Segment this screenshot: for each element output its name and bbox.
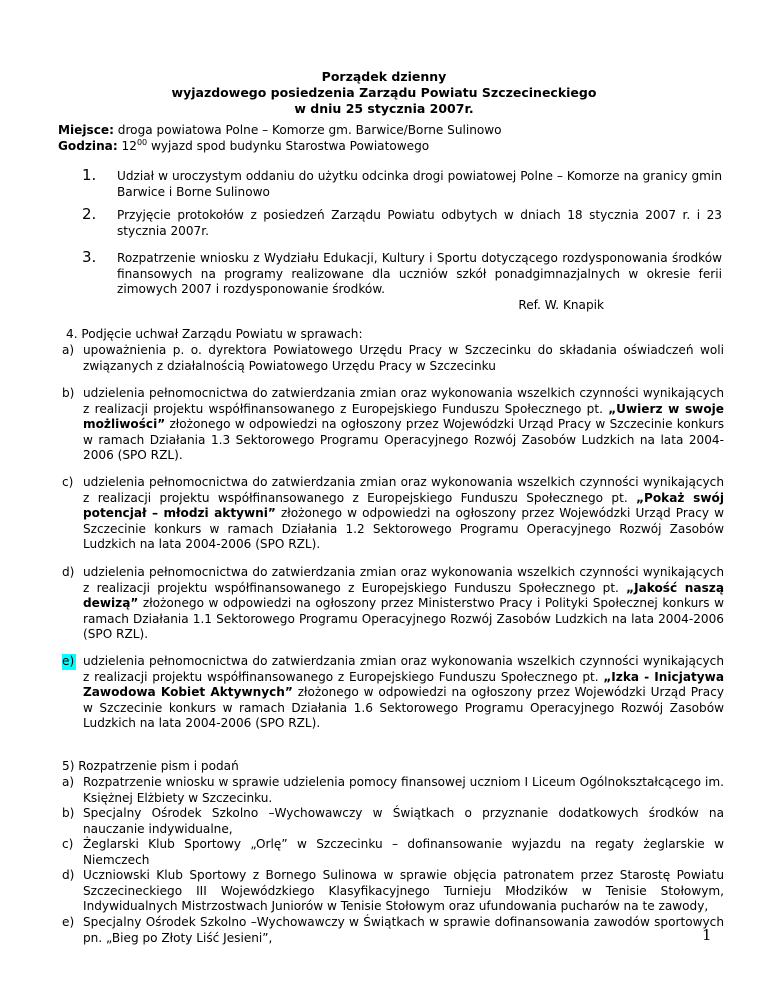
- section-5-item-e: [62, 915, 724, 946]
- agenda-item-number: 1.: [82, 166, 97, 184]
- sub-item-text-post: złożonego w odpowiedzi na ogłoszony przez Ministerstwo Pracy i Polityki Społecznej konkurs w ramach Działania 1.1 Sektorowego Programu Operacyjnego Rozwój Zasobów Ludzkich na lata 2004-2006 (SPO RZL).: [83, 596, 724, 642]
- sub-item-label: a): [62, 775, 75, 789]
- sub-item-label: b): [62, 806, 75, 820]
- section-5-item-a: [62, 775, 724, 806]
- section-5-item-b: [62, 806, 724, 837]
- section-4-title: 4. Podjęcie uchwał Zarządu Powiatu w sprawach:: [66, 327, 363, 341]
- sub-item-label: a): [62, 343, 75, 357]
- sub-item-label: e): [62, 915, 75, 929]
- section-5-title: 5) Rozpatrzenie pism i podań: [62, 759, 239, 773]
- section-4-item-c: [62, 475, 724, 553]
- project-title: „Jakość naszą dewizą”: [83, 580, 724, 611]
- place-label: Miejsce:: [58, 123, 114, 137]
- title-line-1: Porządek dzienny: [321, 69, 447, 84]
- agenda-item-number: 3.: [82, 248, 97, 266]
- sub-item-text: [83, 654, 724, 732]
- time-line: [58, 139, 738, 155]
- section-4-item-e: [62, 654, 724, 732]
- section-4-item-d: [62, 565, 724, 643]
- project-title: „Izka - Inicjatywa Zawodowa Kobiet Aktywnych”: [83, 669, 724, 700]
- section-4-item-a: [62, 343, 724, 374]
- sub-item-text-post: złożonego w odpowiedzi na ogłoszony przez Wojewódzki Urząd Pracy w Szczecinie konkurs w ramach Działania 1.6 Sektorowego Programu Operacyjnego Rozwój Zasobów Ludzkich na lata 2004-2006 (SPO RZL).: [83, 685, 725, 731]
- agenda-item-text: Udział w uroczystym oddaniu do użytku odcinka drogi powiatowej Polne – Komorze na granicy gmin Barwice i Borne Sulinowo: [117, 169, 722, 199]
- agenda-item-2: [82, 205, 722, 239]
- place-value: droga powiatowa Polne – Komorze gm. Barwice/Borne Sulinowo: [117, 123, 502, 137]
- agenda-item-text: Rozpatrzenie wniosku z Wydziału Edukacji, Kultury i Sportu dotyczącego rozdysponowania środków finansowych na programy realizowane dla uczniów szkół ponadgimnazjalnych w okresie ferii zimowych 2007 i rozdysponowanie środków.: [117, 251, 722, 297]
- section-4-item-b: [62, 386, 724, 464]
- agenda-item-number: 2.: [82, 205, 97, 223]
- sub-item-label-highlighted: e): [62, 654, 75, 668]
- sub-item-label: c): [62, 837, 74, 851]
- page-number: 1: [702, 926, 712, 944]
- sub-item-text: [83, 565, 724, 643]
- time-rest: wyjazd spod budynku Starostwa Powiatowego: [150, 138, 430, 153]
- time-hour: 12: [121, 138, 137, 153]
- sub-item-text: Żeglarski Klub Sportowy „Orlę” w Szczecinku – dofinansowanie wyjazdu na regaty żeglarskie w Niemczech: [83, 837, 724, 867]
- section-5-item-c: [62, 837, 724, 868]
- sub-item-text-pre: udzielenia pełnomocnictwa do zatwierdzania zmian oraz wykonowania wszelkich czynności wynikających z realizacji projektu współfinansowanego z Europejskiego Funduszu Społecznego pt.: [83, 475, 724, 505]
- sub-item-label: b): [62, 386, 75, 400]
- title-line-3: w dniu 25 stycznia 2007r.: [294, 101, 474, 116]
- project-title: „Uwierz w swoje możliwości”: [83, 401, 724, 432]
- sub-item-label: c): [62, 475, 74, 489]
- sub-item-label: d): [62, 868, 75, 882]
- time-label: Godzina:: [58, 138, 118, 153]
- sub-item-text: Specjalny Ośrodek Szkolno –Wychowawczy w Świątkach o przyznanie dodatkowych środków na nauczanie indywidualne,: [83, 806, 724, 836]
- sub-item-text: Specjalny Ośrodek Szkolno –Wychowawczy w Świątkach w sprawie dofinansowania zawodów sportowych pn. „Bieg po Złoty Liść Jesieni”,: [83, 915, 724, 945]
- agenda-item-text: Przyjęcie protokołów z posiedzeń Zarządu Powiatu odbytych w dniach 18 stycznia 2007 r. i 23 stycznia 2007r.: [117, 208, 722, 238]
- sub-item-text-pre: udzielenia pełnomocnictwa do zatwierdzania zmian oraz wykonowania wszelkich czynności wynikających z realizacji projektu współfinansowanego z Europejskiego Funduszu Społecznego pt.: [83, 654, 724, 684]
- place-line: [58, 123, 738, 139]
- agenda-item-1: [82, 166, 722, 200]
- sub-item-text: [83, 475, 724, 553]
- sub-item-text-pre: udzielenia pełnomocnictwa do zatwierdzania zmian oraz wykonowania wszelkich czynności wynikających z realizacji projektu współfinansowanego z Europejskiego Funduszu Społecznego pt.: [83, 386, 724, 416]
- sub-item-label: d): [62, 565, 75, 579]
- meeting-meta: [58, 123, 738, 154]
- project-title: „Pokaż swój potencjał – młodzi aktywni”: [83, 490, 724, 521]
- sub-item-text: Uczniowski Klub Sportowy z Bornego Sulinowa w sprawie objęcia patronatem przez Starostę Powiatu Szczecineckiego III Wojewódzkiego Klasyfikacyjnego Turnieju Młodzików w Tenisie Stołowym, Indywidualnych Mistrzostwach Juniorów w Tenisie Stołowym oraz ufundowania pucharów na te zawody,: [83, 868, 724, 914]
- sub-item-text: upoważnienia p. o. dyrektora Powiatowego Urzędu Pracy w Szczecinku do składania oświadczeń woli związanych z działalnością Powiatowego Urzędu Pracy w Szczecinku: [83, 343, 724, 373]
- sub-item-text: [83, 386, 724, 464]
- sub-item-text-pre: udzielenia pełnomocnictwa do zatwierdzania zmian oraz wykonowania wszelkich czynności wynikających z realizacji projektu współfinansowanego z Europejskiego Funduszu Społecznego pt.: [83, 565, 724, 595]
- sub-item-text: Rozpatrzenie wniosku w sprawie udzielenia pomocy finansowej uczniom I Liceum Ogólnokształcącego im. Księżnej Elżbiety w Szczecinku.: [83, 775, 724, 805]
- section-5-item-d: [62, 868, 724, 915]
- agenda-item-3: [82, 248, 722, 313]
- time-minutes: 00: [136, 137, 148, 147]
- title-line-2: wyjazdowego posiedzenia Zarządu Powiatu Szczecineckiego: [171, 85, 597, 100]
- document-title: [0, 69, 768, 117]
- sub-item-text-post: złożonego w odpowiedzi na ogłoszony przez Wojewódzki Urząd Pracy w Szczecinie konkurs w ramach Działania 1.2 Sektorowego Programu Operacyjnego Rozwój Zasobów Ludzkich na lata 2004-2006 (SPO RZL).: [83, 506, 724, 552]
- sub-item-text-post: złożonego w odpowiedzi na ogłoszony przez Wojewódzki Urząd Pracy w Szczecinie konkurs w ramach Działania 1.3 Sektorowego Programu Operacyjnego Rozwój Zasobów Ludzkich na lata 2004-2006 (SPO RZL).: [83, 417, 724, 463]
- agenda-item-reference: Ref. W. Knapik: [518, 297, 604, 312]
